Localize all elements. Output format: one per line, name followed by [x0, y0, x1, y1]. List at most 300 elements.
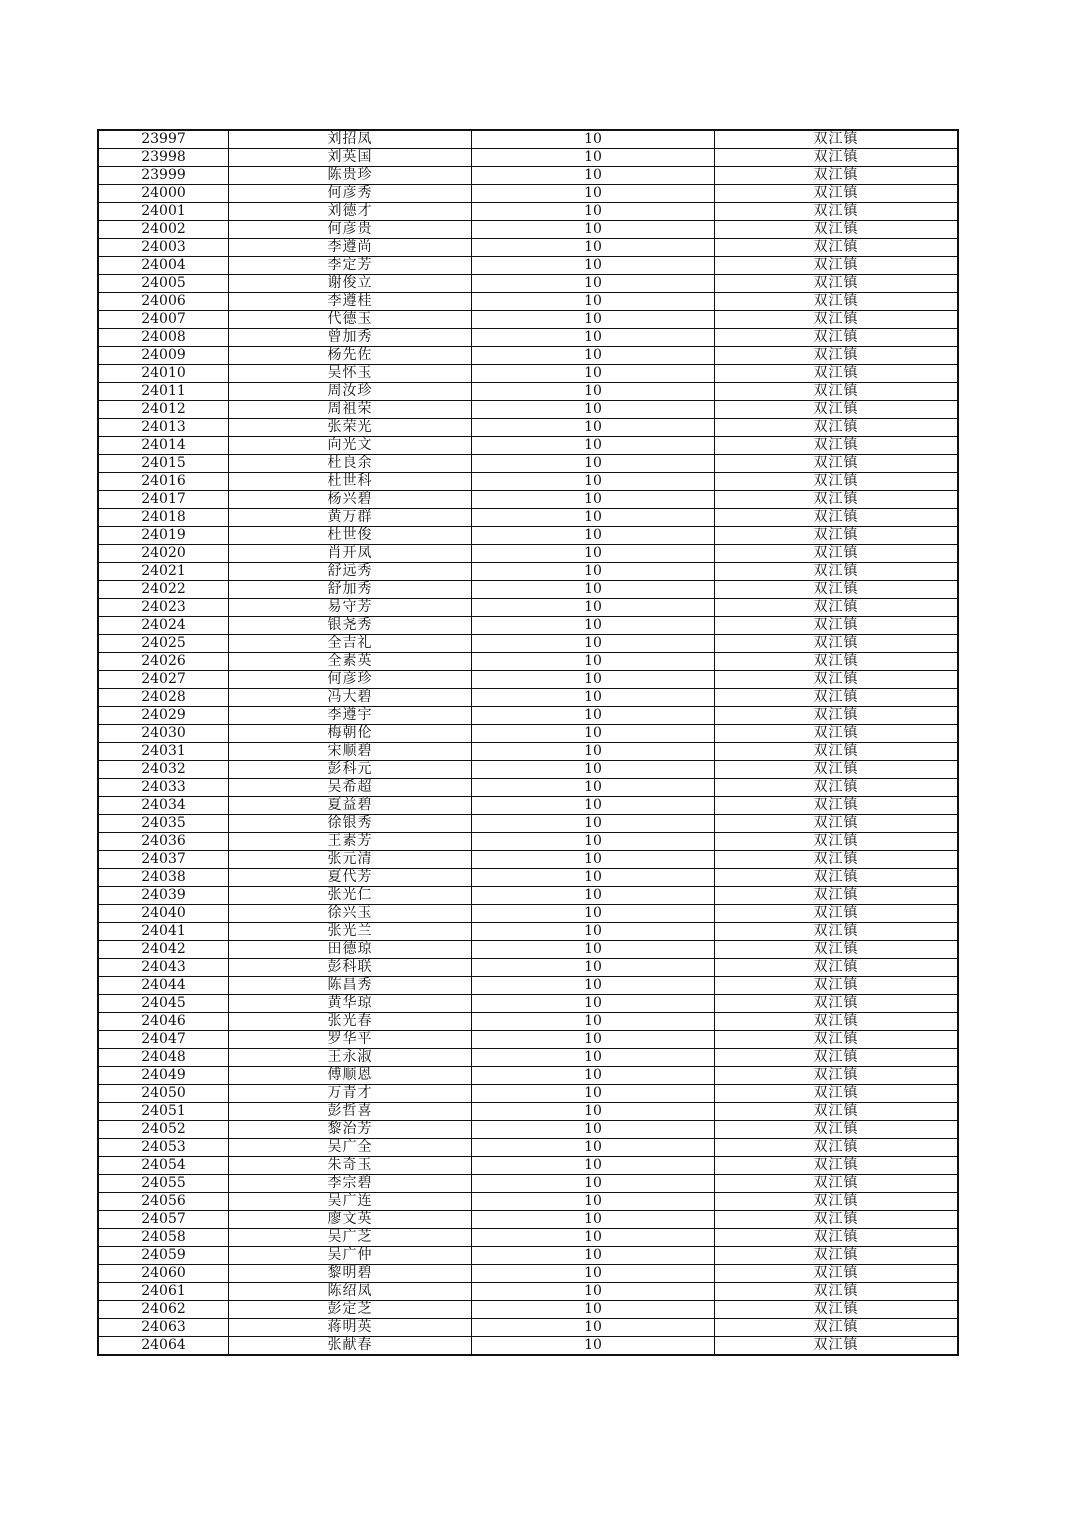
- name-cell: 银尧秀: [229, 617, 472, 635]
- name-cell: 全吉礼: [229, 635, 472, 653]
- table-row: [98, 491, 958, 509]
- name-cell: 黄万群: [229, 509, 472, 527]
- town-cell: 双江镇: [715, 689, 959, 707]
- amount-cell: 10: [472, 1211, 715, 1229]
- amount-cell: 10: [472, 995, 715, 1013]
- amount-cell: 10: [472, 761, 715, 779]
- table-row: [98, 635, 958, 653]
- id-cell: 24022: [98, 581, 229, 599]
- name-cell: 舒加秀: [229, 581, 472, 599]
- name-cell: 黄华琼: [229, 995, 472, 1013]
- town-cell: 双江镇: [715, 473, 959, 491]
- table-row: [98, 473, 958, 491]
- id-cell: 24010: [98, 365, 229, 383]
- town-cell: 双江镇: [715, 437, 959, 455]
- amount-cell: 10: [472, 1121, 715, 1139]
- table-row: [98, 419, 958, 437]
- amount-cell: 10: [472, 509, 715, 527]
- id-cell: 24006: [98, 293, 229, 311]
- name-cell: 夏益碧: [229, 797, 472, 815]
- amount-cell: 10: [472, 797, 715, 815]
- id-cell: 24036: [98, 833, 229, 851]
- town-cell: 双江镇: [715, 671, 959, 689]
- amount-cell: 10: [472, 725, 715, 743]
- name-cell: 黎明碧: [229, 1265, 472, 1283]
- name-cell: 陈贵珍: [229, 167, 472, 185]
- table-row: [98, 1337, 958, 1356]
- id-cell: 24021: [98, 563, 229, 581]
- amount-cell: 10: [472, 347, 715, 365]
- town-cell: 双江镇: [715, 599, 959, 617]
- name-cell: 朱奇玉: [229, 1157, 472, 1175]
- id-cell: 24063: [98, 1319, 229, 1337]
- id-cell: 24051: [98, 1103, 229, 1121]
- table-row: [98, 1211, 958, 1229]
- table-row: [98, 1247, 958, 1265]
- amount-cell: 10: [472, 905, 715, 923]
- table-row: [98, 1103, 958, 1121]
- town-cell: 双江镇: [715, 167, 959, 185]
- town-cell: 双江镇: [715, 797, 959, 815]
- table-row: [98, 401, 958, 419]
- amount-cell: 10: [472, 653, 715, 671]
- town-cell: 双江镇: [715, 1247, 959, 1265]
- name-cell: 吴广芝: [229, 1229, 472, 1247]
- amount-cell: 10: [472, 1301, 715, 1319]
- town-cell: 双江镇: [715, 851, 959, 869]
- amount-cell: 10: [472, 563, 715, 581]
- name-cell: 彭定芝: [229, 1301, 472, 1319]
- id-cell: 24018: [98, 509, 229, 527]
- amount-cell: 10: [472, 977, 715, 995]
- amount-cell: 10: [472, 1085, 715, 1103]
- id-cell: 24057: [98, 1211, 229, 1229]
- table-row: [98, 1229, 958, 1247]
- town-cell: 双江镇: [715, 563, 959, 581]
- id-cell: 24002: [98, 221, 229, 239]
- amount-cell: 10: [472, 1157, 715, 1175]
- town-cell: 双江镇: [715, 617, 959, 635]
- id-cell: 24027: [98, 671, 229, 689]
- town-cell: 双江镇: [715, 1085, 959, 1103]
- table-row: [98, 689, 958, 707]
- table-row: [98, 1175, 958, 1193]
- town-cell: 双江镇: [715, 1103, 959, 1121]
- amount-cell: 10: [472, 689, 715, 707]
- table-row: [98, 365, 958, 383]
- name-cell: 谢俊立: [229, 275, 472, 293]
- amount-cell: 10: [472, 130, 715, 149]
- name-cell: 李宗碧: [229, 1175, 472, 1193]
- id-cell: 24041: [98, 923, 229, 941]
- table-row: [98, 455, 958, 473]
- name-cell: 蒋明英: [229, 1319, 472, 1337]
- amount-cell: 10: [472, 149, 715, 167]
- amount-cell: 10: [472, 635, 715, 653]
- name-cell: 梅朝伦: [229, 725, 472, 743]
- name-cell: 周祖荣: [229, 401, 472, 419]
- table-row: [98, 941, 958, 959]
- table-row: [98, 563, 958, 581]
- id-cell: 24011: [98, 383, 229, 401]
- table-row: [98, 185, 958, 203]
- id-cell: 24026: [98, 653, 229, 671]
- id-cell: 24019: [98, 527, 229, 545]
- town-cell: 双江镇: [715, 329, 959, 347]
- town-cell: 双江镇: [715, 455, 959, 473]
- table-row: [98, 293, 958, 311]
- town-cell: 双江镇: [715, 347, 959, 365]
- id-cell: 24045: [98, 995, 229, 1013]
- table-row: [98, 581, 958, 599]
- name-cell: 李定芳: [229, 257, 472, 275]
- town-cell: 双江镇: [715, 977, 959, 995]
- table-row: [98, 1049, 958, 1067]
- table-row: [98, 149, 958, 167]
- table-row: [98, 851, 958, 869]
- id-cell: 24029: [98, 707, 229, 725]
- id-cell: 24017: [98, 491, 229, 509]
- id-cell: 24025: [98, 635, 229, 653]
- town-cell: 双江镇: [715, 581, 959, 599]
- id-cell: 24032: [98, 761, 229, 779]
- name-cell: 彭科联: [229, 959, 472, 977]
- table-row: [98, 130, 958, 149]
- town-cell: 双江镇: [715, 203, 959, 221]
- id-cell: 24030: [98, 725, 229, 743]
- name-cell: 向光文: [229, 437, 472, 455]
- table-row: [98, 923, 958, 941]
- id-cell: 24023: [98, 599, 229, 617]
- amount-cell: 10: [472, 743, 715, 761]
- name-cell: 廖文英: [229, 1211, 472, 1229]
- town-cell: 双江镇: [715, 1049, 959, 1067]
- table-row: [98, 1265, 958, 1283]
- town-cell: 双江镇: [715, 239, 959, 257]
- name-cell: 吴广连: [229, 1193, 472, 1211]
- id-cell: 24037: [98, 851, 229, 869]
- id-cell: 24035: [98, 815, 229, 833]
- town-cell: 双江镇: [715, 833, 959, 851]
- town-cell: 双江镇: [715, 1121, 959, 1139]
- amount-cell: 10: [472, 1283, 715, 1301]
- id-cell: 23998: [98, 149, 229, 167]
- town-cell: 双江镇: [715, 1229, 959, 1247]
- table-row: [98, 257, 958, 275]
- amount-cell: 10: [472, 869, 715, 887]
- table-row: [98, 275, 958, 293]
- name-cell: 刘德才: [229, 203, 472, 221]
- name-cell: 曾加秀: [229, 329, 472, 347]
- id-cell: 24007: [98, 311, 229, 329]
- id-cell: 24059: [98, 1247, 229, 1265]
- amount-cell: 10: [472, 257, 715, 275]
- table-row: [98, 1067, 958, 1085]
- name-cell: 张荣光: [229, 419, 472, 437]
- town-cell: 双江镇: [715, 383, 959, 401]
- town-cell: 双江镇: [715, 275, 959, 293]
- id-cell: 23997: [98, 130, 229, 149]
- town-cell: 双江镇: [715, 491, 959, 509]
- town-cell: 双江镇: [715, 995, 959, 1013]
- town-cell: 双江镇: [715, 545, 959, 563]
- amount-cell: 10: [472, 1247, 715, 1265]
- table-row: [98, 545, 958, 563]
- name-cell: 陈昌秀: [229, 977, 472, 995]
- id-cell: 24061: [98, 1283, 229, 1301]
- amount-cell: 10: [472, 599, 715, 617]
- name-cell: 吴怀玉: [229, 365, 472, 383]
- amount-cell: 10: [472, 239, 715, 257]
- amount-cell: 10: [472, 1031, 715, 1049]
- town-cell: 双江镇: [715, 707, 959, 725]
- name-cell: 王永淑: [229, 1049, 472, 1067]
- amount-cell: 10: [472, 1067, 715, 1085]
- amount-cell: 10: [472, 923, 715, 941]
- name-cell: 夏代芳: [229, 869, 472, 887]
- id-cell: 24056: [98, 1193, 229, 1211]
- name-cell: 张元清: [229, 851, 472, 869]
- table-row: [98, 869, 958, 887]
- town-cell: 双江镇: [715, 941, 959, 959]
- table-row: [98, 707, 958, 725]
- amount-cell: 10: [472, 383, 715, 401]
- name-cell: 罗华平: [229, 1031, 472, 1049]
- name-cell: 杜世科: [229, 473, 472, 491]
- town-cell: 双江镇: [715, 1013, 959, 1031]
- town-cell: 双江镇: [715, 1175, 959, 1193]
- id-cell: 24038: [98, 869, 229, 887]
- id-cell: 23999: [98, 167, 229, 185]
- id-cell: 24024: [98, 617, 229, 635]
- table-row: [98, 1031, 958, 1049]
- amount-cell: 10: [472, 185, 715, 203]
- town-cell: 双江镇: [715, 1157, 959, 1175]
- table-row: [98, 221, 958, 239]
- id-cell: 24013: [98, 419, 229, 437]
- amount-cell: 10: [472, 1229, 715, 1247]
- name-cell: 全素英: [229, 653, 472, 671]
- table-row: [98, 1139, 958, 1157]
- table-row: [98, 671, 958, 689]
- town-cell: 双江镇: [715, 311, 959, 329]
- amount-cell: 10: [472, 779, 715, 797]
- name-cell: 徐兴玉: [229, 905, 472, 923]
- town-cell: 双江镇: [715, 185, 959, 203]
- amount-cell: 10: [472, 419, 715, 437]
- id-cell: 24042: [98, 941, 229, 959]
- table-row: [98, 203, 958, 221]
- table-row: [98, 815, 958, 833]
- table-row: [98, 977, 958, 995]
- town-cell: 双江镇: [715, 905, 959, 923]
- town-cell: 双江镇: [715, 815, 959, 833]
- town-cell: 双江镇: [715, 149, 959, 167]
- table-row: [98, 437, 958, 455]
- table-row: [98, 959, 958, 977]
- table-row: [98, 1013, 958, 1031]
- id-cell: 24043: [98, 959, 229, 977]
- amount-cell: 10: [472, 527, 715, 545]
- amount-cell: 10: [472, 581, 715, 599]
- town-cell: 双江镇: [715, 419, 959, 437]
- amount-cell: 10: [472, 167, 715, 185]
- amount-cell: 10: [472, 851, 715, 869]
- name-cell: 黎治芳: [229, 1121, 472, 1139]
- town-cell: 双江镇: [715, 779, 959, 797]
- id-cell: 24012: [98, 401, 229, 419]
- table-row: [98, 725, 958, 743]
- name-cell: 陈绍凤: [229, 1283, 472, 1301]
- table-row: [98, 1157, 958, 1175]
- amount-cell: 10: [472, 455, 715, 473]
- name-cell: 王素芳: [229, 833, 472, 851]
- amount-cell: 10: [472, 545, 715, 563]
- amount-cell: 10: [472, 959, 715, 977]
- table-row: [98, 905, 958, 923]
- town-cell: 双江镇: [715, 1067, 959, 1085]
- table-row: [98, 1301, 958, 1319]
- town-cell: 双江镇: [715, 401, 959, 419]
- name-cell: 冯大碧: [229, 689, 472, 707]
- name-cell: 彭哲喜: [229, 1103, 472, 1121]
- amount-cell: 10: [472, 329, 715, 347]
- name-cell: 杜良余: [229, 455, 472, 473]
- table-row: [98, 761, 958, 779]
- amount-cell: 10: [472, 1103, 715, 1121]
- table-row: [98, 1193, 958, 1211]
- id-cell: 24039: [98, 887, 229, 905]
- name-cell: 万青才: [229, 1085, 472, 1103]
- name-cell: 张光春: [229, 1013, 472, 1031]
- town-cell: 双江镇: [715, 923, 959, 941]
- table-row: [98, 167, 958, 185]
- town-cell: 双江镇: [715, 743, 959, 761]
- id-cell: 24047: [98, 1031, 229, 1049]
- amount-cell: 10: [472, 311, 715, 329]
- id-cell: 24020: [98, 545, 229, 563]
- name-cell: 吴希超: [229, 779, 472, 797]
- town-cell: 双江镇: [715, 869, 959, 887]
- id-cell: 24001: [98, 203, 229, 221]
- name-cell: 何彦贵: [229, 221, 472, 239]
- id-cell: 24014: [98, 437, 229, 455]
- name-cell: 何彦秀: [229, 185, 472, 203]
- amount-cell: 10: [472, 293, 715, 311]
- name-cell: 吴广全: [229, 1139, 472, 1157]
- name-cell: 何彦珍: [229, 671, 472, 689]
- name-cell: 田德琼: [229, 941, 472, 959]
- amount-cell: 10: [472, 365, 715, 383]
- amount-cell: 10: [472, 203, 715, 221]
- table-row: [98, 527, 958, 545]
- name-cell: 刘英国: [229, 149, 472, 167]
- table-row: [98, 1283, 958, 1301]
- table-row: [98, 833, 958, 851]
- amount-cell: 10: [472, 1337, 715, 1356]
- town-cell: 双江镇: [715, 761, 959, 779]
- amount-cell: 10: [472, 707, 715, 725]
- amount-cell: 10: [472, 473, 715, 491]
- id-cell: 24064: [98, 1337, 229, 1356]
- name-cell: 杨兴碧: [229, 491, 472, 509]
- name-cell: 傅顺恩: [229, 1067, 472, 1085]
- name-cell: 张光仁: [229, 887, 472, 905]
- town-cell: 双江镇: [715, 1031, 959, 1049]
- town-cell: 双江镇: [715, 1193, 959, 1211]
- id-cell: 24046: [98, 1013, 229, 1031]
- amount-cell: 10: [472, 815, 715, 833]
- town-cell: 双江镇: [715, 1319, 959, 1337]
- id-cell: 24062: [98, 1301, 229, 1319]
- id-cell: 24008: [98, 329, 229, 347]
- name-cell: 吴广仲: [229, 1247, 472, 1265]
- name-cell: 肖开凤: [229, 545, 472, 563]
- table-row: [98, 311, 958, 329]
- table-row: [98, 1121, 958, 1139]
- town-cell: 双江镇: [715, 130, 959, 149]
- amount-cell: 10: [472, 617, 715, 635]
- amount-cell: 10: [472, 1175, 715, 1193]
- town-cell: 双江镇: [715, 1283, 959, 1301]
- name-cell: 易守芳: [229, 599, 472, 617]
- town-cell: 双江镇: [715, 959, 959, 977]
- table-row: [98, 329, 958, 347]
- town-cell: 双江镇: [715, 221, 959, 239]
- town-cell: 双江镇: [715, 1211, 959, 1229]
- table-row: [98, 617, 958, 635]
- amount-cell: 10: [472, 491, 715, 509]
- table-row: [98, 779, 958, 797]
- table-row: [98, 509, 958, 527]
- name-cell: 张献春: [229, 1337, 472, 1356]
- amount-cell: 10: [472, 1013, 715, 1031]
- name-cell: 刘招凤: [229, 130, 472, 149]
- amount-cell: 10: [472, 833, 715, 851]
- name-cell: 李遵宇: [229, 707, 472, 725]
- id-cell: 24052: [98, 1121, 229, 1139]
- id-cell: 24009: [98, 347, 229, 365]
- table-row: [98, 239, 958, 257]
- town-cell: 双江镇: [715, 527, 959, 545]
- town-cell: 双江镇: [715, 293, 959, 311]
- id-cell: 24028: [98, 689, 229, 707]
- town-cell: 双江镇: [715, 635, 959, 653]
- amount-cell: 10: [472, 437, 715, 455]
- id-cell: 24016: [98, 473, 229, 491]
- id-cell: 24000: [98, 185, 229, 203]
- id-cell: 24050: [98, 1085, 229, 1103]
- roster-table: [97, 129, 959, 1356]
- table-row: [98, 347, 958, 365]
- table-row: [98, 797, 958, 815]
- amount-cell: 10: [472, 1049, 715, 1067]
- amount-cell: 10: [472, 275, 715, 293]
- town-cell: 双江镇: [715, 365, 959, 383]
- town-cell: 双江镇: [715, 653, 959, 671]
- id-cell: 24049: [98, 1067, 229, 1085]
- name-cell: 杜世俊: [229, 527, 472, 545]
- name-cell: 宋顺碧: [229, 743, 472, 761]
- table-row: [98, 1085, 958, 1103]
- amount-cell: 10: [472, 1193, 715, 1211]
- id-cell: 24005: [98, 275, 229, 293]
- id-cell: 24058: [98, 1229, 229, 1247]
- id-cell: 24031: [98, 743, 229, 761]
- id-cell: 24054: [98, 1157, 229, 1175]
- table-row: [98, 743, 958, 761]
- id-cell: 24044: [98, 977, 229, 995]
